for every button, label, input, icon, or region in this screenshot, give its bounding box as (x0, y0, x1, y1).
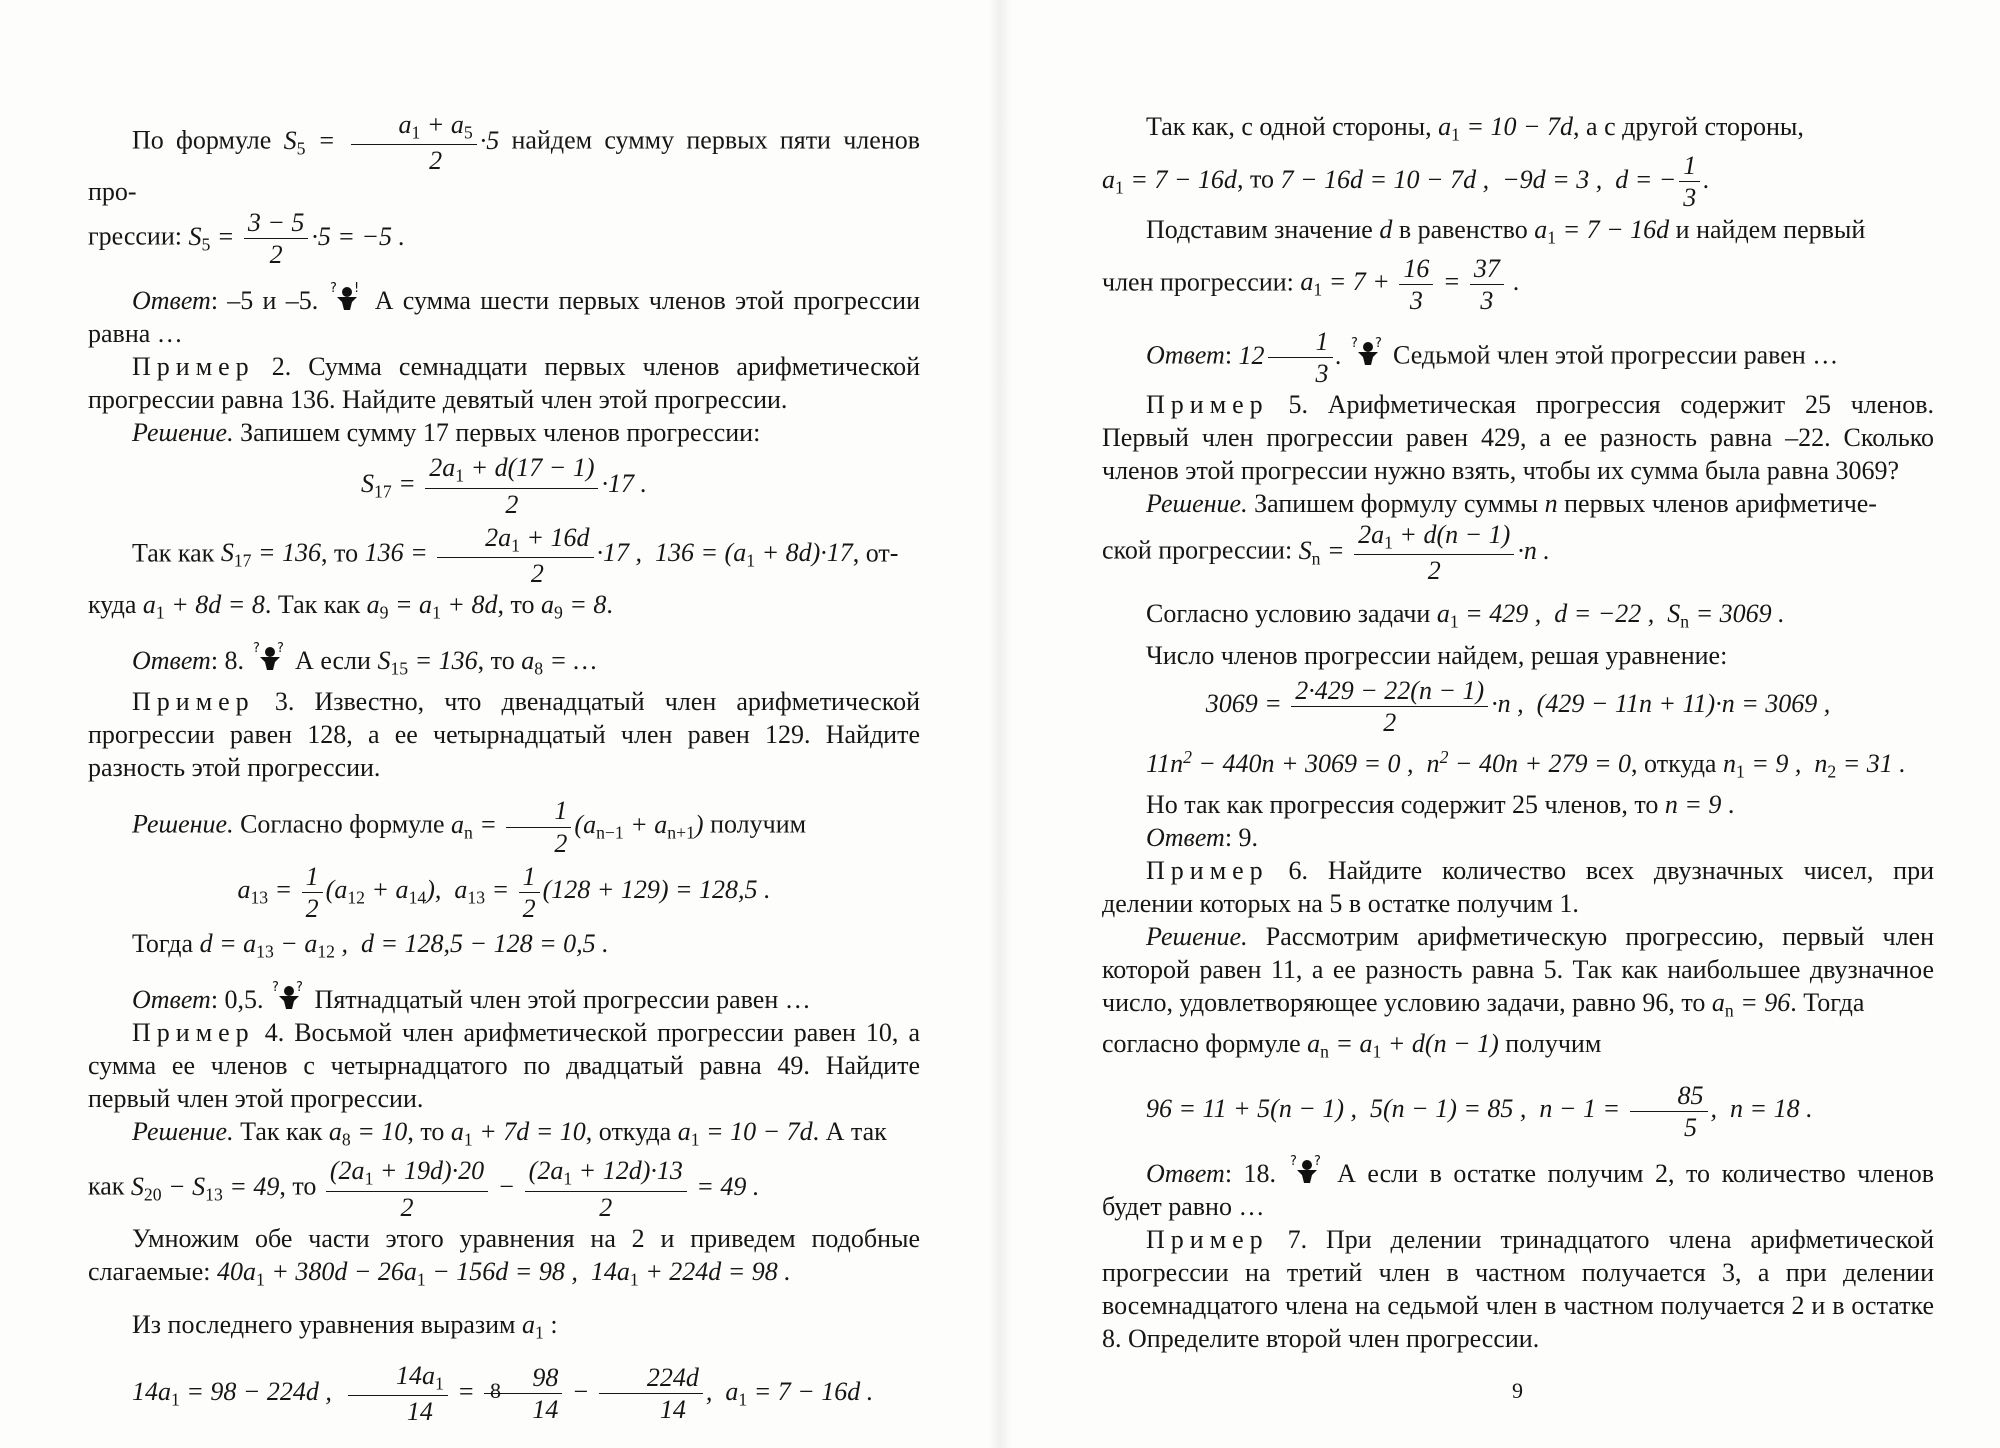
svg-text:?: ? (329, 281, 337, 297)
answer-line: Ответ: 8. ? ? А если $S_{15} = 136$, то $a_8$ = … (132, 641, 597, 679)
svg-text:?: ? (1350, 335, 1358, 351)
paragraph: Подставим значение d в равенство $a_1 = 7 - 16d$ и найдем первый (1146, 214, 1866, 247)
right-text-column (1102, 110, 1934, 1355)
svg-text:?: ? (1374, 335, 1382, 351)
svg-text:?: ? (272, 980, 279, 996)
answer-line: Ответ: 9. (1146, 823, 1259, 853)
thinking-person-icon (1288, 1154, 1326, 1184)
paragraph: Решение. Согласно формуле $a_n$ = $\frac{1}{2}$ $(a_{n-1} + a_{n+1})$ получим (132, 796, 807, 858)
paragraph: грессии: $S_5$ = $\frac{3 - 5}{2}$ ·5 = −5 . (88, 208, 406, 270)
thinking-person-icon (251, 641, 289, 671)
svg-text:?: ? (252, 641, 260, 657)
answer-line: Ответ: 18. ? ? А если в остатке получим 2, то количество членов будет равно … (1102, 1153, 1935, 1221)
example-heading: Пример 4. Восьмой член арифметической прогрессии равен 10, а сумма ее членов с четырнадцатого по двадцатый равна 49. Найдите первый член этой прогрессии. (88, 1018, 920, 1114)
paragraph: Тогда $d = a_{13} - a_{12}$ , d = 128,5 − 128 = 0,5 . (132, 928, 609, 962)
example-heading: Пример 5. Арифметическая прогрессия содержит 25 членов. Первый член прогрессии равен 429, а ее разность равна –22. Сколько членов этой прогрессии нужно взять, чтобы их сумма была равна 3069? (1102, 390, 1934, 486)
paragraph: Так как $S_{17} = 136$, то 136 = $\frac{2a_1 + 16d}{2}$ ·17 , $136 = (a_1 + 8d)\cdot 17$, от- (132, 522, 899, 588)
page-right (1000, 0, 2000, 1448)
paragraph: По формуле $S_5$ = $\frac{a_1 + a_5}{2}$ ·5 найдем сумму первых пяти членов про- (88, 110, 921, 207)
formula-display: $a_{13}$ = $\frac{1}{2}$ $(a_{12} + a_{14})$, $a_{13}$ = $\frac{1}{2}$ (128 + 129) = 128,5 . (237, 861, 771, 923)
svg-text:?: ? (276, 641, 284, 657)
svg-text:?: ? (1289, 1153, 1297, 1169)
example-heading: Пример 3. Известно, что двенадцатый член арифметической прогрессии равен 128, а ее четырнадцатый член равен 129. Найдите разность этой прогрессии. (88, 687, 920, 783)
formula: $S_5$ = $\frac{3 - 5}{2}$ ·5 = −5 . (188, 208, 406, 270)
paragraph: $11n^2 - 440n + 3069 = 0$ , $n^2 - 40n + 279 = 0$, откуда $n_1 = 9$ , $n_2 = 31$ . (1146, 746, 1906, 782)
paragraph: Решение. Запишем сумму 17 первых членов прогрессии: (132, 418, 761, 448)
svg-text:!: ! (353, 281, 359, 297)
formula-display: 96 = 11 + 5(n − 1) , 5(n − 1) = 85 , n − 1 = $\frac{85}{5}$ , n = 18 . (1146, 1080, 1813, 1142)
paragraph: куда $a_1 + 8d = 8$. Так как $a_9 = a_1 + 8d$, то $a_9 = 8$. (88, 589, 613, 623)
paragraph: Согласно условию задачи $a_1 = 429$ , d = −22 , $S_n = 3069$ . (1146, 599, 1785, 632)
answer-line: Ответ: 12 $\frac{1}{3}$ . ? ? Седьмой член этой прогрессии равен … (1146, 327, 1839, 389)
paragraph: Умножим обе части этого уравнения на 2 и приведем подобные слагаемые: $40a_1 + 380d - 26a_1 - 156d = 98$ , $14a_1 + 224d = 98$ . (88, 1223, 920, 1289)
left-text-column (88, 110, 920, 1426)
example-heading: Пример 2. Сумма семнадцати первых членов арифметической прогрессии равна 136. Найдите девятый член этой прогрессии. (88, 352, 921, 415)
thinking-person-icon (328, 281, 366, 311)
example-heading: Пример 6. Найдите количество всех двузначных чисел, при делении которых на 5 в остатке получим 1. (1102, 856, 1934, 919)
paragraph: член прогрессии: $a_1 = 7$ + $\frac{16}{3}$ = $\frac{37}{3}$ . (1102, 253, 1520, 315)
formula-display: $14a_1 = 98 - 224d$ , $\frac{14a_1}{14}$ = $\frac{98}{14}$ − $\frac{224d}{14}$ , $a_1 = 7 - 16d$ . (132, 1361, 874, 1427)
page-number: 9 (1512, 1378, 1523, 1403)
paragraph: ской прогрессии: $S_n$ = $\frac{2a_1 + d(n - 1)}{2}$ ·n . (1102, 520, 1550, 586)
answer-line: Ответ: 0,5. ? ? Пятнадцатый член этой прогрессии равен … (132, 980, 811, 1015)
thinking-person-icon (270, 980, 308, 1010)
paragraph: Но так как прогрессия содержит 25 членов, то n = 9 . (1146, 790, 1735, 820)
formula: $S_5$ = $\frac{a_1 + a_5}{2}$ ·5 (283, 110, 500, 176)
paragraph: Решение. Рассмотрим арифметическую прогрессию, первый член которой равен 11, а ее разность равна 5. Так как наибольшее двузначное число, удовлетворяющее условию задачи, равно 96, то $a_n = 96$. Тогда (1102, 922, 1935, 1021)
paragraph: как $S_{20} - S_{13} = 49$, то $\frac{(2a_1 + 19d)\cdot 20}{2}$ − $\frac{(2a_1 + 12d)\cdot 13}{2}$ = 49 . (88, 1156, 760, 1222)
svg-text:?: ? (1313, 1153, 1321, 1169)
paragraph: Из последнего уравнения выразим $a_1$ : (132, 1309, 558, 1343)
svg-text:?: ? (296, 980, 303, 996)
paragraph: $a_1 = 7 - 16d$, то 7 − 16d = 10 − 7d , −9d = 3 , d = − $\frac{1}{3}$ . (1102, 151, 1710, 213)
page-number: 8 (490, 1378, 501, 1403)
answer-line: Ответ: –5 и –5. ? ! А сумма шести первых членов этой прогрессии равна … (88, 281, 921, 349)
example-heading: Пример 7. При делении тринадцатого члена арифметической прогрессии на третий член в частном получается 3, а при делении восемнадцатого члена на седьмой член в частном получается 2 и в остатке 8. Определите второй член прогрессии. (1102, 1224, 1934, 1353)
thinking-person-icon (1349, 336, 1387, 366)
paragraph: Решение. Так как $a_8 = 10$, то $a_1 + 7d = 10$, откуда $a_1 = 10 - 7d$. А так (132, 1117, 887, 1150)
paragraph: согласно формуле $a_n = a_1 + d(n - 1)$ получим (1102, 1029, 1602, 1062)
formula-display: $S_{17}$ = $\frac{2a_1 + d(17 - 1)}{2}$ ·17 . (361, 453, 647, 519)
paragraph: Число членов прогрессии найдем, решая уравнение: (1146, 640, 1728, 670)
paragraph: Решение. Запишем формулу суммы n первых членов арифметиче- (1146, 489, 1877, 519)
paragraph: Так как, с одной стороны, $a_1 = 10 - 7d$, а с другой стороны, (1146, 112, 1804, 145)
formula-display: 3069 = $\frac{2\cdot 429 - 22(n - 1)}{2}$ ·n , (429 − 11n + 11)·n = 3069 , (1205, 675, 1831, 737)
